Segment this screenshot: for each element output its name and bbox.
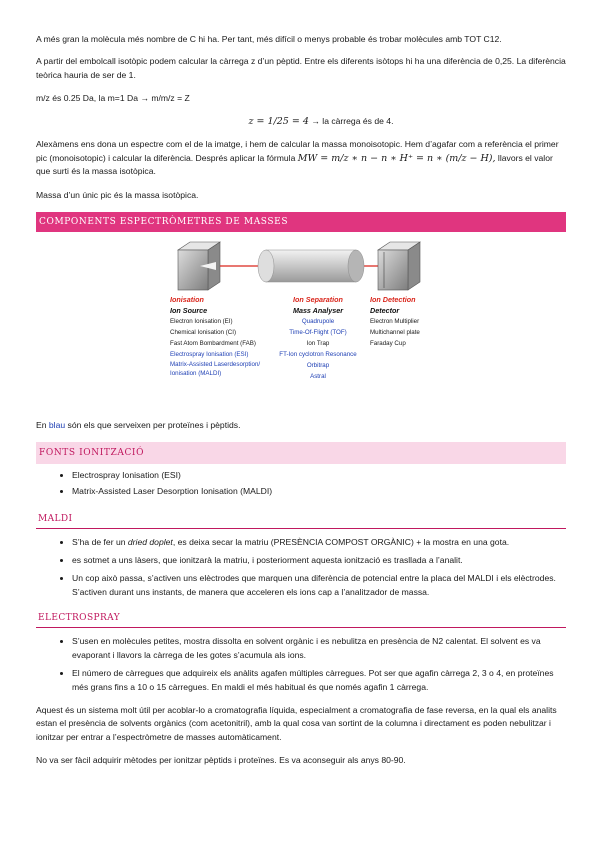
ion-source-column: [170, 294, 266, 378]
mass-analyser-item: FT-Ion cyclotron Resonance: [279, 350, 357, 358]
electrospray-paragraph-2: No va ser fàcil adquirir mètodes per ionitzar pèptids i proteïnes. Es va aconseguir als anys 80-90.: [36, 755, 406, 765]
charge-equation-math: z = 1/25 = 4: [248, 116, 309, 127]
list-item: • Electrospray Ionisation (ESI): [72, 468, 566, 482]
intro-paragraph-3: m/z és 0.25 Da, la m=1 Da → m/m/z = Z: [36, 93, 190, 103]
ion-detection-title: Ion Detection: [370, 294, 416, 304]
intro-paragraph-2: A partir del embolcall isotòpic podem calcular la càrrega z d’un pèptid. Entre els diferents isòtops hi ha una diferència de 0,25. La diferència teòrica hauria de ser de 1.: [36, 56, 566, 80]
charge-equation-text: → la càrrega és de 4.: [311, 116, 394, 126]
ion-separation-title: Ion Separation: [293, 294, 343, 304]
mass-analyser-item: Quadrupole: [301, 317, 335, 325]
document-page: [36, 32, 566, 767]
intro-paragraph-1: A més gran la molècula més nombre de C hi ha. Per tant, més difícil o menys probable és trobar molècules amb TOT C12.: [36, 34, 502, 44]
detector-item: Faraday Cup: [370, 339, 406, 347]
mass-spectrometer-diagram: [170, 238, 430, 410]
mass-analyser-column: [272, 294, 364, 382]
list-item: • S’usen en molècules petites, mostra dissolta en solvent orgànic i es nebulitza en presència de N2 calentat. El solvent es va evaporant i llavors la càrrega de les gotes s’acumula als ions.: [72, 634, 566, 662]
list-item: • El número de càrregues que adquireix els anàlits agafen múltiples càrregues. Pot ser que agafin càrrega 2, 3 o 4, en proteïnes més grans fins a 10 o 15 càrregues. En maldi el més habitual és que només agafin 1 càrrega.: [72, 666, 566, 694]
ion-source-item: Electrospray Ionisation (ESI): [170, 350, 249, 358]
section-heading-electrospray: ELECTROSPRAY: [36, 611, 566, 628]
electrospray-list: [36, 634, 566, 694]
fonts-list: [36, 468, 566, 498]
maldi-list: [36, 535, 566, 599]
blue-note-pre: En: [36, 419, 49, 430]
ion-source-item: Electron Ionisation (EI): [170, 317, 233, 325]
blue-note-post: són els que serveixen per proteïnes i pèptids.: [65, 419, 241, 430]
electrospray-paragraph-1: Aquest és un sistema molt útil per acoblar-lo a cromatografia líquida, especialment a cromatografia de fase reversa, en la qual els analits estan el presència de solvents orgànics (com acetonitril), amb la qual cosa van sortint de la columna i directament es poden nebulitzar i ionitzar per entrar a l’espectròmetre de masses automàticament.: [36, 704, 557, 742]
maldi-bullet-1-emphasis: dried doplet: [127, 536, 173, 547]
maldi-bullet-1-text-a: S’ha de fer un: [72, 536, 128, 547]
intro-paragraph-4-text-a: Alexàmens ens dona un espectre com el de la imatge, i hem de calcular la massa monoisotopic. Hem d’agafar com a referència el primer pic (monoisotopic) i calcular la diferència. Després aplicar la fórmula: [36, 139, 559, 163]
mass-analyser-tube: [258, 250, 364, 282]
detector-box: [378, 242, 420, 290]
mass-analyser-item: Astral: [310, 372, 326, 380]
intro-paragraph-4: [36, 138, 566, 179]
charge-equation: [36, 114, 566, 129]
blue-note-highlight: blau: [48, 419, 66, 430]
list-item: • Un cop això passa, s’activen uns elèctrodes que marquen una diferència de potencial entre la placa del MALDI i els elèctrodes. S’activen durant uns instants, de manera que acceleren els ions cap a l’analitzador de massa.: [72, 571, 566, 599]
mass-analyser-item: Time-Of-Flight (TOF): [289, 328, 347, 336]
mass-analyser-subtitle: Mass Analyser: [292, 305, 344, 315]
list-item: [72, 535, 566, 549]
ion-source-item: Chemical Ionisation (CI): [170, 328, 237, 336]
intro-paragraph-4-text-b: llavors el valor que surti és la massa isotòpica.: [36, 152, 553, 176]
mass-analyser-item: Ion Trap: [306, 339, 330, 347]
mass-spectrometer-schematic: [170, 238, 430, 294]
mass-analyser-item: Orbitrap: [306, 361, 330, 369]
ion-source-item: Fast Atom Bombardment (FAB): [170, 339, 256, 347]
section-heading-components: COMPONENTS ESPECTRÒMETRES DE MASSES: [36, 212, 566, 232]
maldi-bullet-1-text-b: , es deixa secar la matriu (PRESÈNCIA COMPOST ORGÀNIC) + la mostra en una gota.: [172, 536, 510, 547]
list-item: • Matrix-Assisted Laser Desorption Ionisation (MALDI): [72, 484, 566, 498]
intro-paragraph-5: Massa d’un únic pic és la massa isotòpica.: [36, 189, 199, 200]
blue-note: [36, 418, 566, 432]
detector-subtitle: Detector: [370, 305, 400, 315]
list-item: • es sotmet a uns làsers, que ionitzarà la matriu, i posteriorment aquesta ionització es trasllada a l’analit.: [72, 553, 566, 567]
detector-item: Multichannel plate: [370, 328, 420, 336]
mw-formula: MW = m/z ∗ n − n ∗ H⁺ = n ∗ (m/z − H),: [297, 152, 496, 164]
ion-source-item: Matrix-Assisted Laserdesorption/ Ionisation (MALDI): [170, 360, 261, 377]
ion-source-box: [178, 242, 220, 290]
detector-column: [370, 294, 432, 349]
ion-source-subtitle: Ion Source: [170, 305, 208, 315]
ionisation-title: Ionisation: [170, 294, 204, 304]
detector-item: Electron Multiplier: [370, 317, 420, 325]
section-heading-fonts: FONTS IONITZACIÓ: [36, 442, 566, 464]
section-heading-maldi: MALDI: [36, 512, 566, 529]
